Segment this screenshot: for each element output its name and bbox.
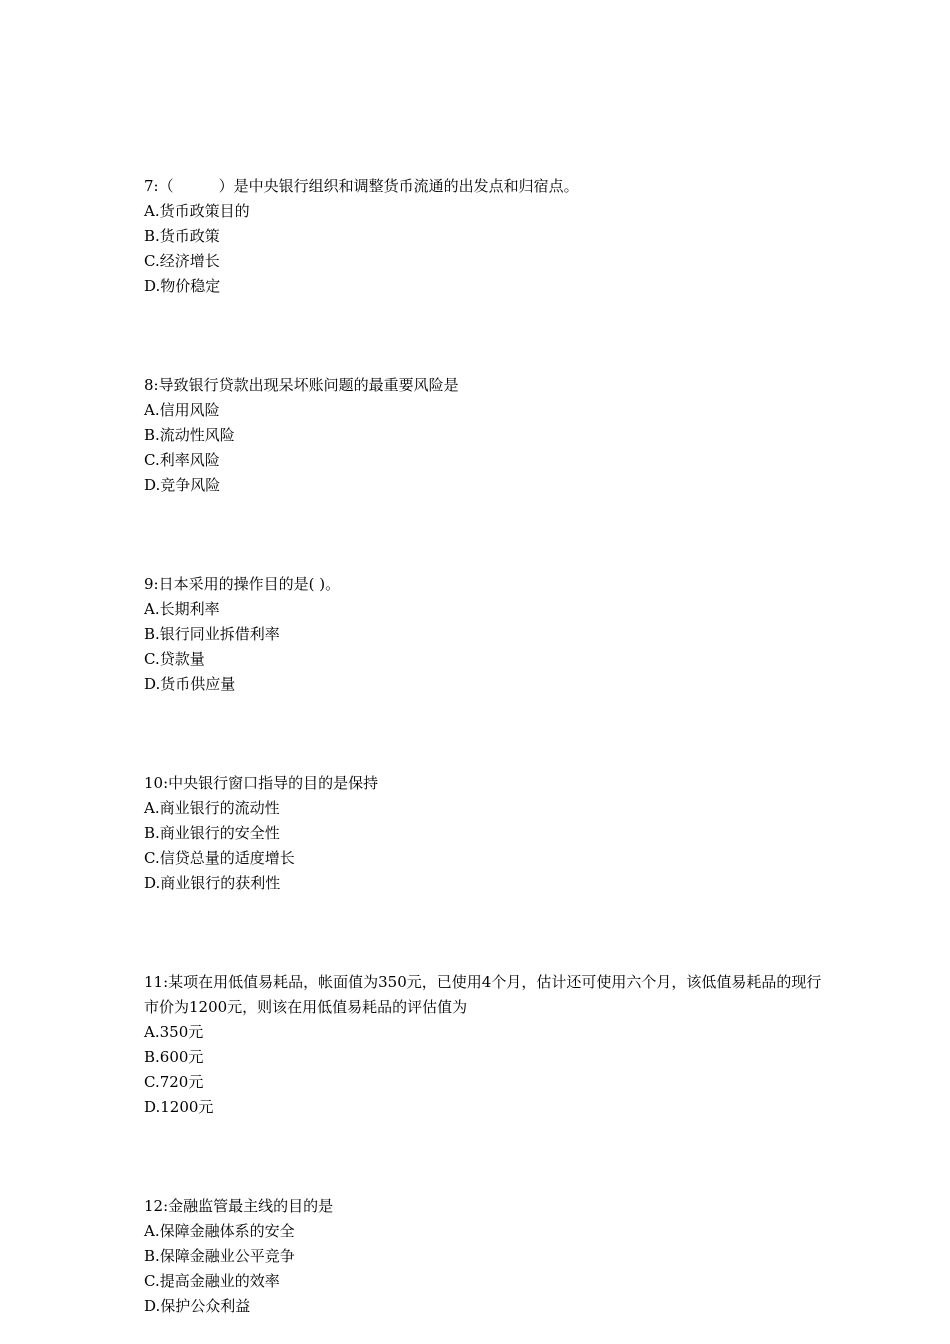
question-8 (144, 373, 824, 498)
option-b: B.600元 (144, 1048, 204, 1066)
document-page (144, 174, 824, 1319)
option-d: D.货币供应量 (144, 675, 236, 693)
option-b: B.保障金融业公平竞争 (144, 1247, 295, 1265)
question-10 (144, 771, 824, 896)
question-stem: 12:金融监管最主线的目的是 (144, 1197, 334, 1215)
question-11 (144, 970, 824, 1120)
option-b: B.货币政策 (144, 227, 220, 245)
option-a: A.保障金融体系的安全 (144, 1222, 295, 1240)
option-a: A.350元 (144, 1023, 204, 1041)
option-a: A.商业银行的流动性 (144, 799, 280, 817)
question-stem: 11:某项在用低值易耗品，帐面值为350元，已使用4个月，估计还可使用六个月，该低值易耗品的现行市价为1200元，则该在用低值易耗品的评估值为 (144, 973, 822, 1016)
question-stem: 7:（ ）是中央银行组织和调整货币流通的出发点和归宿点。 (144, 177, 579, 195)
option-c: C.提高金融业的效率 (144, 1272, 280, 1290)
option-c: C.720元 (144, 1073, 204, 1091)
option-d: D.竞争风险 (144, 476, 221, 494)
option-d: D.物价稳定 (144, 277, 221, 295)
option-d: D.1200元 (144, 1098, 214, 1116)
option-b: B.银行同业拆借利率 (144, 625, 280, 643)
option-b: B.流动性风险 (144, 426, 235, 444)
question-stem: 10:中央银行窗口指导的目的是保持 (144, 774, 379, 792)
option-c: C.信贷总量的适度增长 (144, 849, 295, 867)
option-c: C.经济增长 (144, 252, 220, 270)
option-c: C.利率风险 (144, 451, 220, 469)
question-stem: 8:导致银行贷款出现呆坏账问题的最重要风险是 (144, 376, 459, 394)
question-9 (144, 572, 824, 697)
option-a: A.货币政策目的 (144, 202, 250, 220)
option-a: A.长期利率 (144, 600, 220, 618)
question-stem: 9:日本采用的操作目的是( )。 (144, 575, 341, 593)
option-d: D.商业银行的获利性 (144, 874, 281, 892)
option-b: B.商业银行的安全性 (144, 824, 280, 842)
option-a: A.信用风险 (144, 401, 220, 419)
question-12 (144, 1194, 824, 1319)
option-c: C.贷款量 (144, 650, 205, 668)
option-d: D.保护公众利益 (144, 1297, 251, 1315)
question-7 (144, 174, 824, 299)
